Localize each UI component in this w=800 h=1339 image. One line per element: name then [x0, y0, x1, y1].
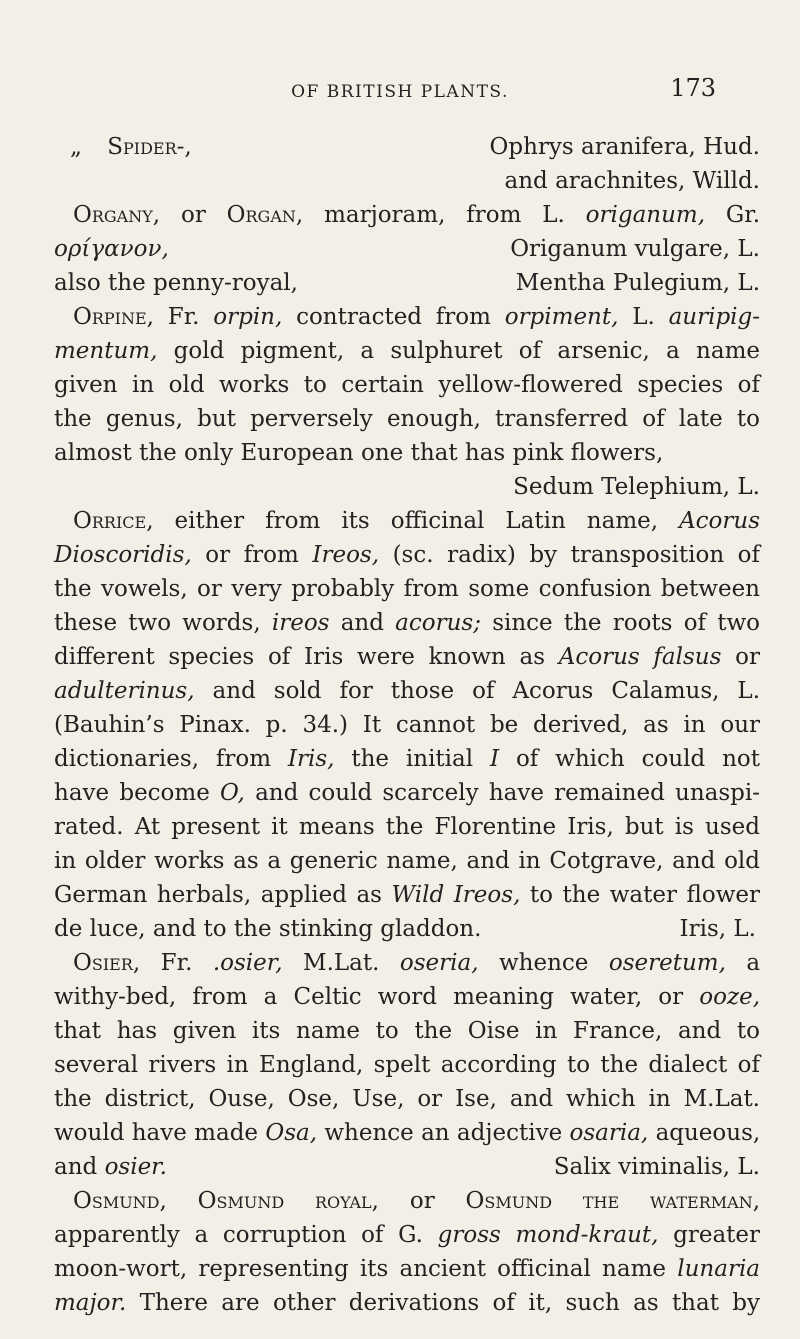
- entry-text: withy-bed, from a Celtic word meaning water, or: [54, 984, 684, 1010]
- entry-osier-line-5: the district, Ouse, Ose, Use, or Ise, and which in M.Lat.: [54, 1086, 760, 1112]
- entry-text: marjoram, from L.: [324, 202, 565, 228]
- latin-word: mentum,: [54, 338, 158, 364]
- botanical-name: Mentha Pulegium, L.: [515, 270, 760, 296]
- latin-word: orpiment,: [504, 304, 619, 330]
- botanical-name: and arachnites, Willd.: [504, 168, 760, 194]
- entry-headword: Organ,: [226, 202, 304, 228]
- entry-orrice-line-2: [54, 538, 760, 572]
- entry-headword: Orpine,: [73, 304, 154, 330]
- latin-word: lunaria: [677, 1256, 761, 1282]
- latin-word: oseretum,: [608, 950, 726, 976]
- entry-text: or: [735, 644, 760, 670]
- entry-text: M.Lat.: [303, 950, 380, 976]
- entry-text: There are other derivations of it, such as that by: [139, 1290, 760, 1316]
- running-head: OF BRITISH PLANTS.: [291, 82, 509, 102]
- entry-headword: Orrice,: [73, 508, 154, 534]
- entry-orrice-line-12: [54, 878, 760, 912]
- entry-text: de luce, and to the stinking gladdon.: [54, 916, 482, 942]
- entry-text: Fr.: [160, 950, 193, 976]
- entry-text: have become: [54, 780, 210, 806]
- entry-text: Fr.: [167, 304, 200, 330]
- ditto-mark: „: [70, 134, 82, 160]
- latin-word: orpin,: [213, 304, 283, 330]
- latin-word: Acorus: [679, 508, 761, 534]
- entry-text: aqueous,: [655, 1120, 761, 1146]
- greek-word: ορίγανον,: [54, 236, 169, 262]
- entry-text: different species of Iris were known as: [54, 644, 545, 670]
- botanical-name: Ophrys aranifera, Hud.: [489, 134, 760, 160]
- entry-headword: Osmund, Osmund royal,: [73, 1188, 379, 1214]
- latin-word: osaria,: [569, 1120, 649, 1146]
- entry-text: and could scarcely have remained unaspi-: [255, 780, 760, 806]
- entry-text: either from its officinal Latin name,: [174, 508, 659, 534]
- entry-text: greater: [673, 1222, 761, 1248]
- page-number: 173: [670, 74, 716, 102]
- latin-word: Wild Ireos,: [391, 882, 521, 908]
- entry-orrice-line-11: in older works as a generic name, and in Cotgrave, and old: [54, 848, 760, 874]
- latin-word: osier.: [104, 1154, 167, 1180]
- entry-headword: Osmund the waterman,: [465, 1188, 761, 1214]
- entry-orrice-line-7: (Bauhin’s Pinax. p. 34.) It cannot be derived, as in our: [54, 712, 760, 738]
- latin-word: ireos: [271, 610, 330, 636]
- entry-text: (sc. radix) by transposition of: [392, 542, 761, 568]
- latin-word: gross mond-kraut,: [437, 1222, 659, 1248]
- entry-orrice-line-4: [54, 606, 760, 640]
- entry-orrice-line-9: [54, 776, 760, 810]
- botanical-name: Iris, L.: [679, 916, 756, 942]
- entry-osier-line-7: [54, 1150, 760, 1184]
- entry-text: and: [54, 1154, 98, 1180]
- entry-text: contracted from: [296, 304, 491, 330]
- entry-osmund-line-3: [54, 1252, 760, 1286]
- entry-osmund-line-2: [54, 1218, 760, 1252]
- entry-orpine-line-2: [54, 334, 760, 368]
- latin-word: ooze,: [699, 984, 761, 1010]
- entry-orrice-line-8: [54, 742, 760, 776]
- botanical-name: Origanum vulgare, L.: [510, 236, 760, 262]
- entry-text: to the water flower: [529, 882, 761, 908]
- botanical-name: Salix viminalis, L.: [553, 1154, 760, 1180]
- entry-text: also the penny-royal,: [54, 270, 298, 296]
- entry-osmund-line-1: [54, 1184, 760, 1218]
- entry-text: moon-wort, representing its ancient officinal name: [54, 1256, 667, 1282]
- latin-word: Acorus falsus: [558, 644, 722, 670]
- glossary-text: [54, 130, 760, 1320]
- latin-word: major.: [54, 1290, 127, 1316]
- entry-orpine-line-5: almost the only European one that has pink flowers,: [54, 440, 664, 466]
- entry-headword: Spider-,: [107, 134, 192, 160]
- latin-word: I: [489, 746, 500, 772]
- entry-text: Gr.: [725, 202, 761, 228]
- entry-orrice-line-6: [54, 674, 760, 708]
- entry-spider-line-1: [54, 130, 760, 164]
- latin-word: auripig-: [668, 304, 761, 330]
- entry-text: since the roots of two: [492, 610, 761, 636]
- entry-orpine-line-1: [54, 300, 760, 334]
- entry-text: would have made: [54, 1120, 259, 1146]
- entry-orpine-line-4: the genus, but perversely enough, transferred of late to: [54, 406, 760, 432]
- entry-orrice-line-1: [54, 504, 760, 538]
- entry-text: or from: [205, 542, 299, 568]
- entry-osier-line-6: [54, 1116, 760, 1150]
- latin-word: .osier,: [212, 950, 283, 976]
- entry-text: the initial: [351, 746, 474, 772]
- entry-orrice-line-13: [54, 912, 760, 946]
- entry-text: a: [746, 950, 761, 976]
- entry-osier-line-2: [54, 980, 760, 1014]
- entry-text: apparently a corruption of G.: [54, 1222, 423, 1248]
- entry-text: or: [180, 202, 206, 228]
- entry-organy-line-1: [54, 198, 760, 232]
- latin-word: oseria,: [399, 950, 479, 976]
- entry-orrice-line-3: the vowels, or very probably from some confusion between: [54, 576, 760, 602]
- entry-osier-line-1: [54, 946, 760, 980]
- latin-word: Iris,: [287, 746, 335, 772]
- entry-text: and: [340, 610, 384, 636]
- entry-orrice-line-10: rated. At present it means the Florentine Iris, but is used: [54, 814, 760, 840]
- entry-osmund-line-4: [54, 1286, 760, 1320]
- entry-headword: Organy,: [73, 202, 161, 228]
- entry-text: whence an adjective: [324, 1120, 563, 1146]
- entry-text: and sold for those of Acorus Calamus, L.: [212, 678, 761, 704]
- entry-organy-line-2: [54, 232, 760, 266]
- entry-osier-line-3: that has given its name to the Oise in France, and to: [54, 1018, 760, 1044]
- entry-text: German herbals, applied as: [54, 882, 382, 908]
- entry-text: L.: [632, 304, 655, 330]
- entry-text: dictionaries, from: [54, 746, 272, 772]
- entry-text: of which could not: [515, 746, 760, 772]
- entry-spider-line-2: [54, 164, 760, 198]
- latin-word: origanum,: [585, 202, 706, 228]
- entry-orrice-line-5: [54, 640, 760, 674]
- entry-text: these two words,: [54, 610, 261, 636]
- latin-word: Osa,: [265, 1120, 318, 1146]
- entry-text: or: [409, 1188, 435, 1214]
- entry-orpine-line-3: given in old works to certain yellow-flowered species of: [54, 372, 760, 398]
- latin-word: O,: [220, 780, 245, 806]
- latin-word: Ireos,: [312, 542, 380, 568]
- botanical-name: Sedum Telephium, L.: [513, 474, 760, 500]
- latin-word: Dioscoridis,: [54, 542, 192, 568]
- entry-osier-line-4: several rivers in England, spelt according to the dialect of: [54, 1052, 760, 1078]
- latin-word: adulterinus,: [54, 678, 195, 704]
- entry-organy-line-3: [54, 266, 760, 300]
- entry-headword: Osier,: [73, 950, 141, 976]
- entry-text: whence: [498, 950, 589, 976]
- entry-text: gold pigment, a sulphuret of arsenic, a name: [173, 338, 760, 364]
- entry-orpine-line-6: [54, 470, 760, 504]
- latin-word: acorus;: [395, 610, 481, 636]
